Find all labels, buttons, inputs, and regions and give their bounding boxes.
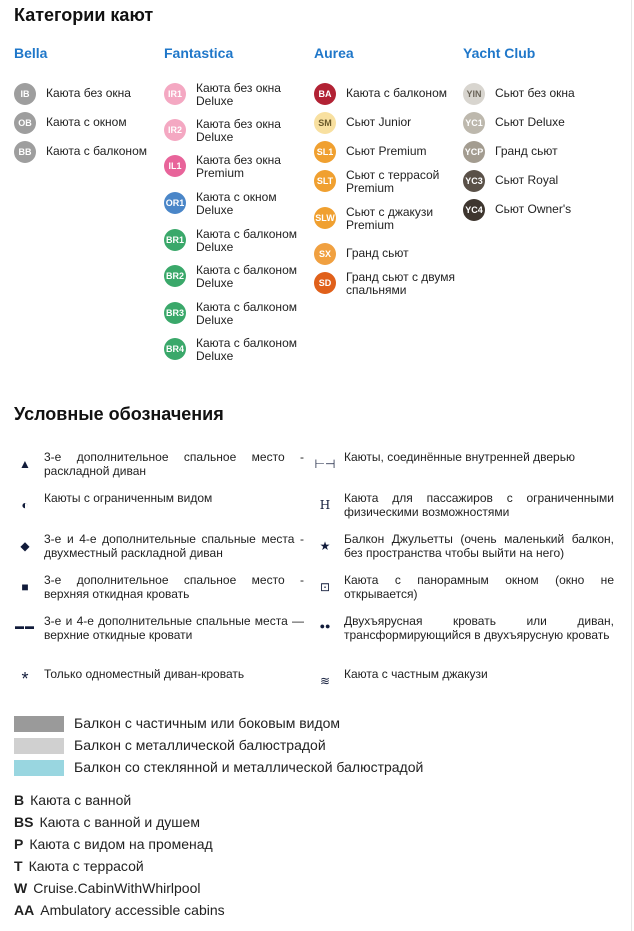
triangle-icon: ▲: [19, 457, 31, 471]
abbreviation-code: T: [14, 858, 23, 874]
panoramic-window-icon: ⊡: [319, 580, 331, 594]
double-square-icon: ▬▬: [15, 621, 35, 631]
category-code-badge: BR1: [164, 229, 186, 251]
category-code-badge: IR2: [164, 119, 186, 141]
balcony-swatch: [14, 716, 64, 732]
category-label: Гранд сьют с двумя спальнями: [346, 270, 456, 297]
waves-icon: ≋: [319, 674, 331, 688]
category-label: Каюта с балконом: [46, 144, 147, 158]
category-code-badge: YC1: [463, 112, 485, 134]
category-code-badge: SLT: [314, 170, 336, 192]
abbreviation-code: W: [14, 880, 28, 896]
abbreviation-text: Каюта с террасой: [28, 858, 144, 874]
category-label: Каюта с балконом Deluxe: [196, 300, 297, 327]
category-code-badge: SLW: [314, 207, 336, 229]
category-label: Гранд сьют: [495, 144, 558, 158]
category-label: Сьют без окна: [495, 86, 575, 100]
abbreviation-item: [14, 880, 201, 896]
legend-text: Каюта для пассажиров с ограниченными физическими возможностями: [344, 491, 614, 519]
category-label: Каюта с окном: [46, 115, 127, 129]
abbreviation-item: [14, 792, 131, 808]
category-code-badge: IR1: [164, 83, 186, 105]
half-circle-icon: ◐: [21, 498, 29, 512]
category-label: Сьют Premium: [346, 144, 427, 158]
category-code-badge: OB: [14, 112, 36, 134]
category-label: Каюта с балконом Deluxe: [196, 336, 297, 363]
category-code-badge: BB: [14, 141, 36, 163]
abbreviation-code: BS: [14, 814, 34, 830]
category-code-badge: SM: [314, 112, 336, 134]
category-code-badge: YIN: [463, 83, 485, 105]
legend-text: Каюты с ограниченным видом: [44, 491, 213, 505]
abbreviation-code: P: [14, 836, 24, 852]
asterisk-icon: *: [21, 669, 29, 689]
category-label: Каюта без окна Deluxe: [196, 117, 281, 144]
legend-text: 3-е и 4-е дополнительные спальные места - двухместный раскладной диван: [44, 532, 304, 560]
column-header-fantastica: Fantastica: [164, 45, 234, 61]
category-code-badge: YC4: [463, 199, 485, 221]
right-border: [631, 0, 632, 931]
category-label: Сьют Junior: [346, 115, 412, 129]
abbreviation-item: [14, 858, 144, 874]
legend-text: Балкон Джульетты (очень маленький балкон, без пространства чтобы выйти на него): [344, 532, 614, 560]
accessible-h-icon: H: [319, 498, 331, 512]
abbreviation-item: [14, 902, 225, 918]
abbreviation-text: Каюта с видом на променад: [29, 836, 213, 852]
category-label: Сьют с джакузи Premium: [346, 205, 434, 232]
section-title-categories: Категории кают: [14, 5, 154, 25]
category-label: Сьют Owner's: [495, 202, 572, 216]
category-label: Каюта с окном Deluxe: [196, 190, 277, 217]
legend-text: Каюта с частным джакузи: [344, 667, 488, 681]
category-label: Каюта с балконом Deluxe: [196, 227, 297, 254]
legend-text: 3-е дополнительное спальное место - верхняя откидная кровать: [44, 573, 304, 601]
category-label: Сьют Royal: [495, 173, 559, 187]
legend-text: Только одноместный диван-кровать: [44, 667, 245, 681]
abbreviation-item: [14, 836, 213, 852]
category-code-badge: BA: [314, 83, 336, 105]
abbreviation-text: Ambulatory accessible cabins: [40, 902, 225, 918]
balcony-label: Балкон со стеклянной и металлической балюстрадой: [74, 759, 424, 775]
double-dot-icon: ●●: [319, 621, 331, 631]
balcony-swatch: [14, 760, 64, 776]
category-code-badge: BR3: [164, 302, 186, 324]
category-code-badge: SX: [314, 243, 336, 265]
category-code-badge: BR4: [164, 338, 186, 360]
legend-text: 3-е и 4-е дополнительные спальные места — верхние откидные кровати: [44, 614, 304, 642]
connecting-door-icon: ⊢⊣: [314, 457, 336, 471]
category-code-badge: YC3: [463, 170, 485, 192]
category-code-badge: OR1: [164, 192, 186, 214]
category-code-badge: IB: [14, 83, 36, 105]
star-icon: ★: [319, 539, 331, 553]
category-code-badge: BR2: [164, 265, 186, 287]
diamond-icon: ◆: [20, 539, 30, 553]
category-label: Каюта без окна Deluxe: [196, 81, 281, 108]
abbreviation-item: [14, 814, 200, 830]
category-label: Каюта с балконом Deluxe: [196, 263, 297, 290]
category-label: Сьют Deluxe: [495, 115, 565, 129]
category-label: Каюта без окна: [46, 86, 131, 100]
balcony-label: Балкон с металлической балюстрадой: [74, 737, 326, 753]
abbreviation-text: Cruise.CabinWithWhirlpool: [33, 880, 201, 896]
column-header-yacht-club: Yacht Club: [463, 45, 536, 61]
category-code-badge: SL1: [314, 141, 336, 163]
abbreviation-code: AA: [14, 902, 35, 918]
category-label: Каюта без окна Premium: [196, 153, 281, 180]
legend-text: Двухъярусная кровать или диван, трансформирующийся в двухъярусную кровать: [344, 614, 614, 642]
column-header-aurea: Aurea: [314, 45, 354, 61]
section-title-legend: Условные обозначения: [14, 404, 224, 424]
abbreviation-text: Каюта с ванной: [30, 792, 132, 808]
abbreviation-text: Каюта с ванной и душем: [39, 814, 200, 830]
abbreviation-code: B: [14, 792, 25, 808]
balcony-swatch: [14, 738, 64, 754]
category-label: Гранд сьют: [346, 246, 409, 260]
legend-text: 3-е дополнительное спальное место - раскладной диван: [44, 450, 304, 478]
category-label: Сьют с террасой Premium: [346, 168, 440, 195]
legend-text: Каюта с панорамным окном (окно не открывается): [344, 573, 614, 601]
balcony-label: Балкон с частичным или боковым видом: [74, 715, 341, 731]
category-code-badge: IL1: [164, 155, 186, 177]
category-label: Каюта с балконом: [346, 86, 447, 100]
category-code-badge: YCP: [463, 141, 485, 163]
square-icon: ■: [21, 580, 29, 594]
column-header-bella: Bella: [14, 45, 48, 61]
legend-text: Каюты, соединённые внутренней дверью: [344, 450, 575, 464]
category-code-badge: SD: [314, 272, 336, 294]
